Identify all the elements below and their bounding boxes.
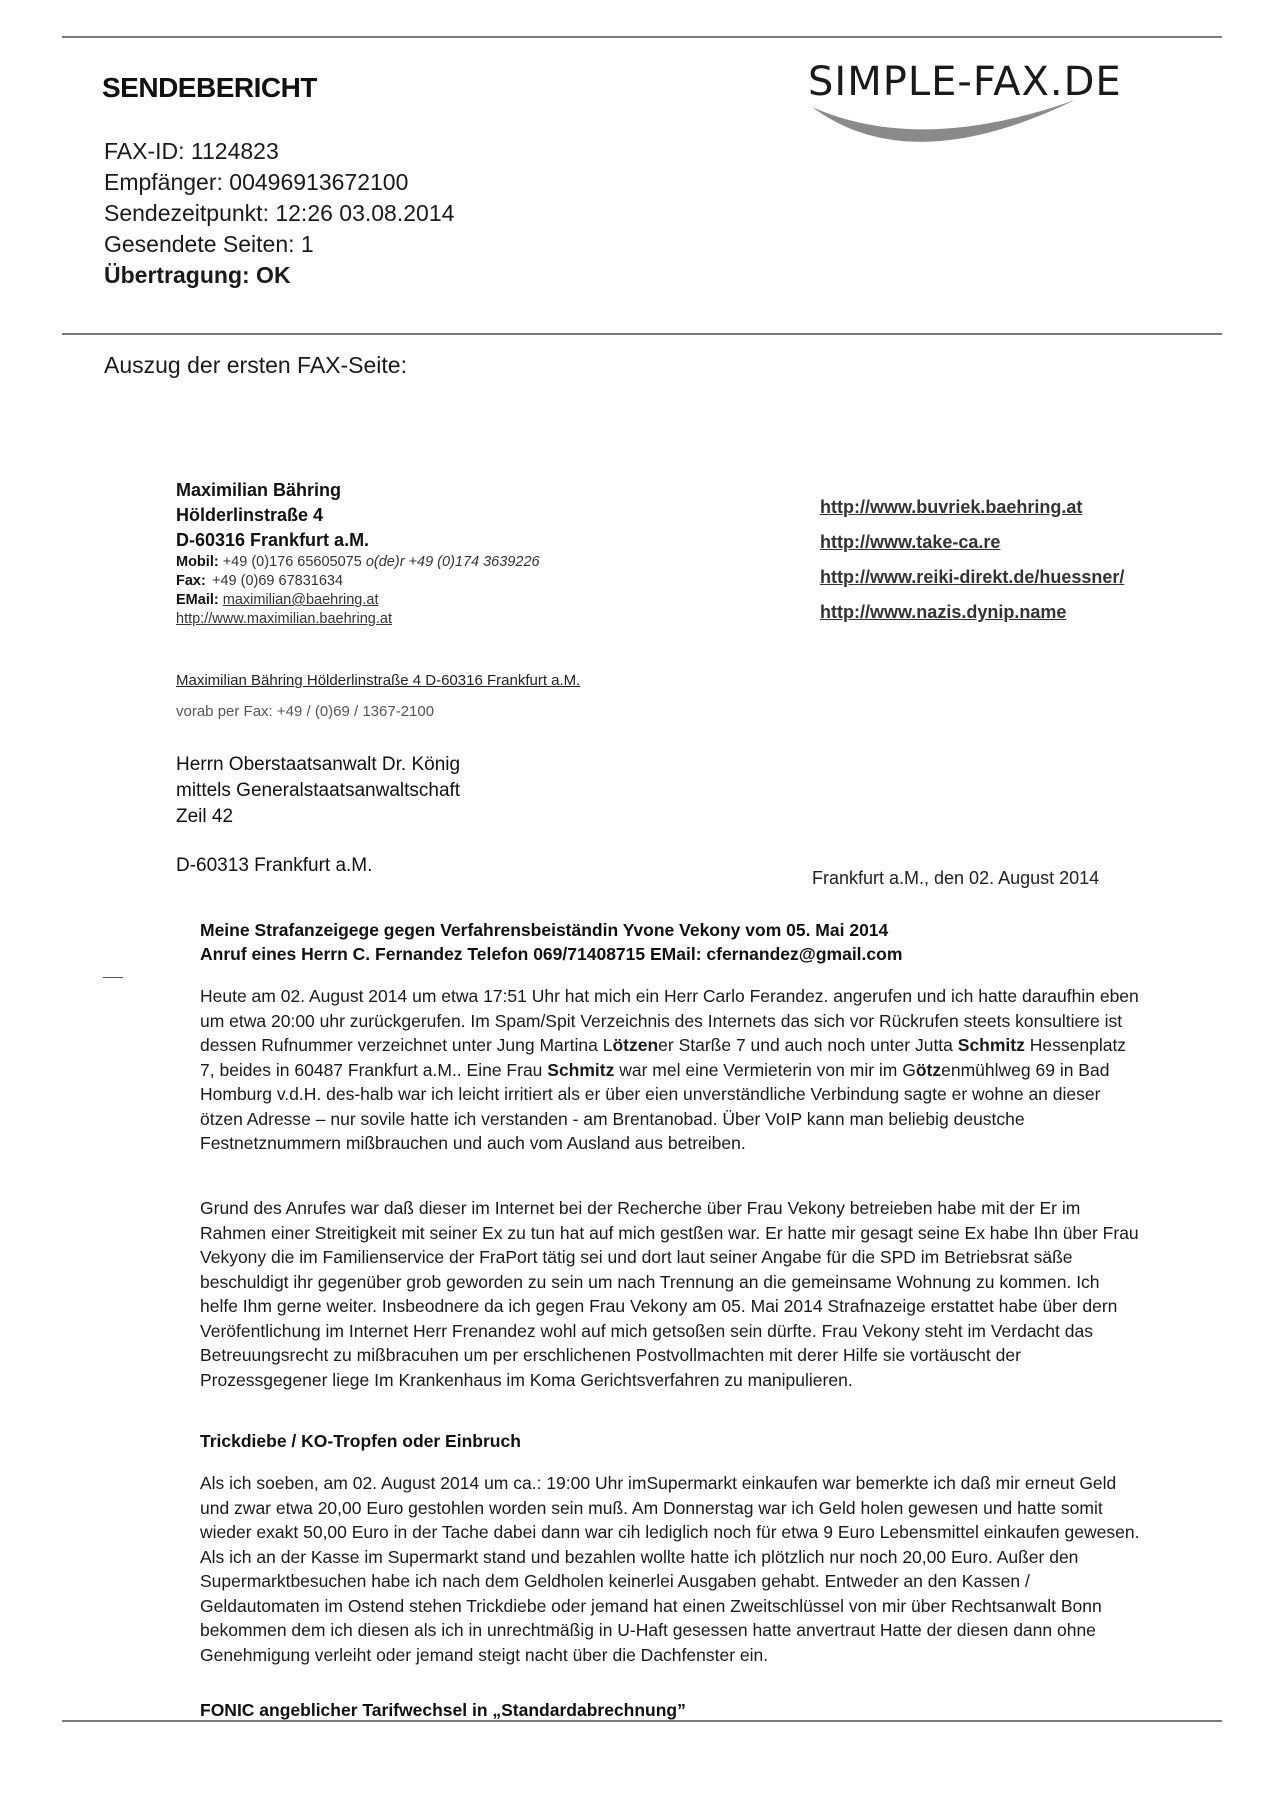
sender-email bbox=[176, 591, 540, 610]
recipient-number: Empfänger: 00496913672100 bbox=[104, 169, 409, 195]
paragraph-reason: Grund des Anrufes war daß dieser im Internet bei der Recherche über Frau Vekony betreieben habe mit der Er im Rahmen einer Streitigkeit mit seiner Ex zu tun hat auf mich gestßen war. Er hatte mir gesagt seine Ex habe Ihn über Frau Vekyony die im Familienservice der FraPort tätig sei und dort laut seiner Angabe für die SPD im Betriebsrat säße beschuldigt ihr gegenüber grob geworden zu sein um nach Trennung an die gemeinsame Wohnung zu kommen. Ich helfe Ihm gerne weiter. Insbeodnere da ich gegen Frau Vekony am 05. Mai 2014 Strafnazeige erstattet habe über dern Veröfentlichung im Internet Herr Frenandez wohl auf mich getsoßen sein dürfte. Frau Vekony steht im Verdacht das Betreuungsrecht zu mißbracuhen um per erschlichenen Postvollmachten mit derer Hilfe sie vortäuscht der Prozessgegener liege Im Krankenhaus im Koma Gerichtsverfahren zu manipulieren. bbox=[200, 1198, 1139, 1390]
recipient-city: D-60313 Frankfurt a.M. bbox=[176, 855, 373, 876]
text-run: Heute am 02. August 2014 um etwa 17:51 Uhr hat mich ein Herr Carlo Ferandez. angerufen und ich hatte daraufhin eben um etwa 20:00 uhr zurückgerufen. Im Spam/Spit Verzeichnis des Internets das sich vor Rückrufen steets konsultiere ist dessen Rufnummer verzeichnet unter Jung Martina L bbox=[200, 986, 1139, 1055]
email-label: EMail: bbox=[176, 592, 219, 608]
bold-run: ötzen bbox=[612, 1035, 659, 1055]
sender-website-link[interactable]: http://www.maximilian.baehring.at bbox=[176, 611, 392, 627]
sender-mobile bbox=[176, 553, 540, 572]
text-run: er Starße 7 und auch noch unter Jutta bbox=[658, 1035, 958, 1055]
fax-id: FAX-ID: 1124823 bbox=[104, 138, 279, 164]
link-nazis-dynip[interactable]: http://www.nazis.dynip.name bbox=[820, 602, 1067, 622]
text-run: war mel eine Vermieterin von mir im G bbox=[614, 1059, 916, 1080]
report-meta bbox=[104, 136, 454, 291]
middle-divider bbox=[62, 333, 1222, 335]
heading-trickdiebe: Trickdiebe / KO-Tropfen oder Einbruch bbox=[200, 1431, 521, 1451]
bold-run: Schmitz bbox=[547, 1059, 615, 1080]
bold-run: Schmitz bbox=[957, 1035, 1025, 1055]
logo-text: SIMPLE-FAX.DE bbox=[808, 59, 1122, 105]
text-run: enmühlweg 69 in Bad Homburg v.d.H. des-halb war ich leicht irritiert als er über eien unverständliche Verbindung sagte er wohne an dieser ötzen Adresse – nur sovile hatte ich verstanden - am Brentanobad. Über VoIP kann man beliebig deustche Festnetznummern mißbrauchen und auch vom Ausland aus betreiben. bbox=[200, 1059, 1110, 1153]
email-link[interactable]: maximilian@baehring.at bbox=[222, 592, 379, 608]
sender-name: Maximilian Bähring bbox=[176, 480, 342, 500]
letter-date: Frankfurt a.M., den 02. August 2014 bbox=[812, 868, 1100, 888]
recipient-line-2: mittels Generalstaatsanwaltschaft bbox=[176, 780, 461, 801]
sender-fax bbox=[176, 572, 540, 591]
link-buvriek[interactable]: http://www.buvriek.baehring.at bbox=[820, 497, 1083, 517]
return-address: Maximilian Bähring Hölderlinstraße 4 D-60316 Frankfurt a.M. bbox=[176, 672, 581, 689]
mobile-label: Mobil: bbox=[176, 554, 219, 570]
fax-label: Fax: bbox=[176, 573, 206, 589]
letter-subject bbox=[200, 918, 902, 966]
simple-fax-logo bbox=[800, 55, 1220, 165]
mobile-alt: o(de)r +49 (0)174 3639226 bbox=[365, 554, 540, 570]
top-divider bbox=[62, 36, 1222, 38]
heading-fonic: FONIC angeblicher Tarifwechsel in „Standardabrechnung” bbox=[200, 1700, 686, 1720]
paragraph-theft: Als ich soeben, am 02. August 2014 um ca.: 19:00 Uhr imSupermarkt einkaufen war bemerkte ich daß mir erneut Geld und zwar etwa 20,00 Euro gestohlen worden sein muß. Am Donnerstag war ich Geld holen gewesen und hatte somit wieder exakt 50,00 Euro in der Tache dabei dann war cih lediglich noch für etwa 9 Euro Lebensmittel einkaufen gewesen. Als ich an der Kasse im Supermarkt stand und bezahlen wollte hatte ich plötzlich nur noch 20,00 Euro. Außer den Supermarktbesuchen habe ich nach dem Geldholen keinerlei Ausgaben gehabt. Entweder an den Kassen / Geldautomaten im Ostend stehen Trickdiebe oder jemand hat einen Zweitschlüssel von mir über Rechtsanwalt Bonn bekommen dem ich diesen als ich in unrechtmäßig in U-Haft gesessen hatte anvertraut Hatte der diesen dann ohne Genehmigung verleiht oder jemand steigt nacht über die Dachfenster ein. bbox=[200, 1473, 1140, 1665]
bold-run: ötz bbox=[915, 1059, 942, 1080]
paragraph-call bbox=[200, 984, 1140, 1156]
bottom-divider bbox=[62, 1720, 1222, 1722]
links-list bbox=[820, 490, 1124, 630]
subject-line-2: Anruf eines Herrn C. Fernandez Telefon 069/71408715 EMail: cfernandez@gmail.com bbox=[200, 944, 903, 964]
subject-line-1: Meine Strafanzeigege gegen Verfahrensbeiständin Yvone Vekony vom 05. Mai 2014 bbox=[200, 920, 889, 940]
sender-block bbox=[176, 478, 540, 629]
excerpt-label: Auszug der ersten FAX-Seite: bbox=[104, 352, 407, 378]
recipient-address bbox=[176, 752, 460, 830]
fax-value: +49 (0)69 67831634 bbox=[212, 573, 344, 589]
mobile-value: +49 (0)176 65605075 bbox=[222, 554, 362, 570]
send-time: Sendezeitpunkt: 12:26 03.08.2014 bbox=[104, 200, 455, 226]
advance-fax-number: vorab per Fax: +49 / (0)69 / 1367-2100 bbox=[176, 703, 435, 720]
link-reiki-direkt[interactable]: http://www.reiki-direkt.de/huessner/ bbox=[820, 567, 1125, 587]
fold-mark bbox=[103, 977, 123, 978]
recipient-line-3: Zeil 42 bbox=[176, 806, 234, 827]
sender-street: Hölderlinstraße 4 bbox=[176, 505, 324, 525]
recipient-line-1: Herrn Oberstaatsanwalt Dr. König bbox=[176, 754, 461, 775]
report-title: SENDEBERICHT bbox=[102, 72, 317, 103]
link-take-care[interactable]: http://www.take-ca.re bbox=[820, 532, 1001, 552]
pages-sent: Gesendete Seiten: 1 bbox=[104, 231, 314, 257]
sender-city: D-60316 Frankfurt a.M. bbox=[176, 530, 370, 550]
transmission-status: Übertragung: OK bbox=[104, 262, 291, 288]
text-run: Hessenplatz 7, beides in 60487 Frankfurt a.M.. Eine Frau bbox=[200, 1035, 1127, 1080]
